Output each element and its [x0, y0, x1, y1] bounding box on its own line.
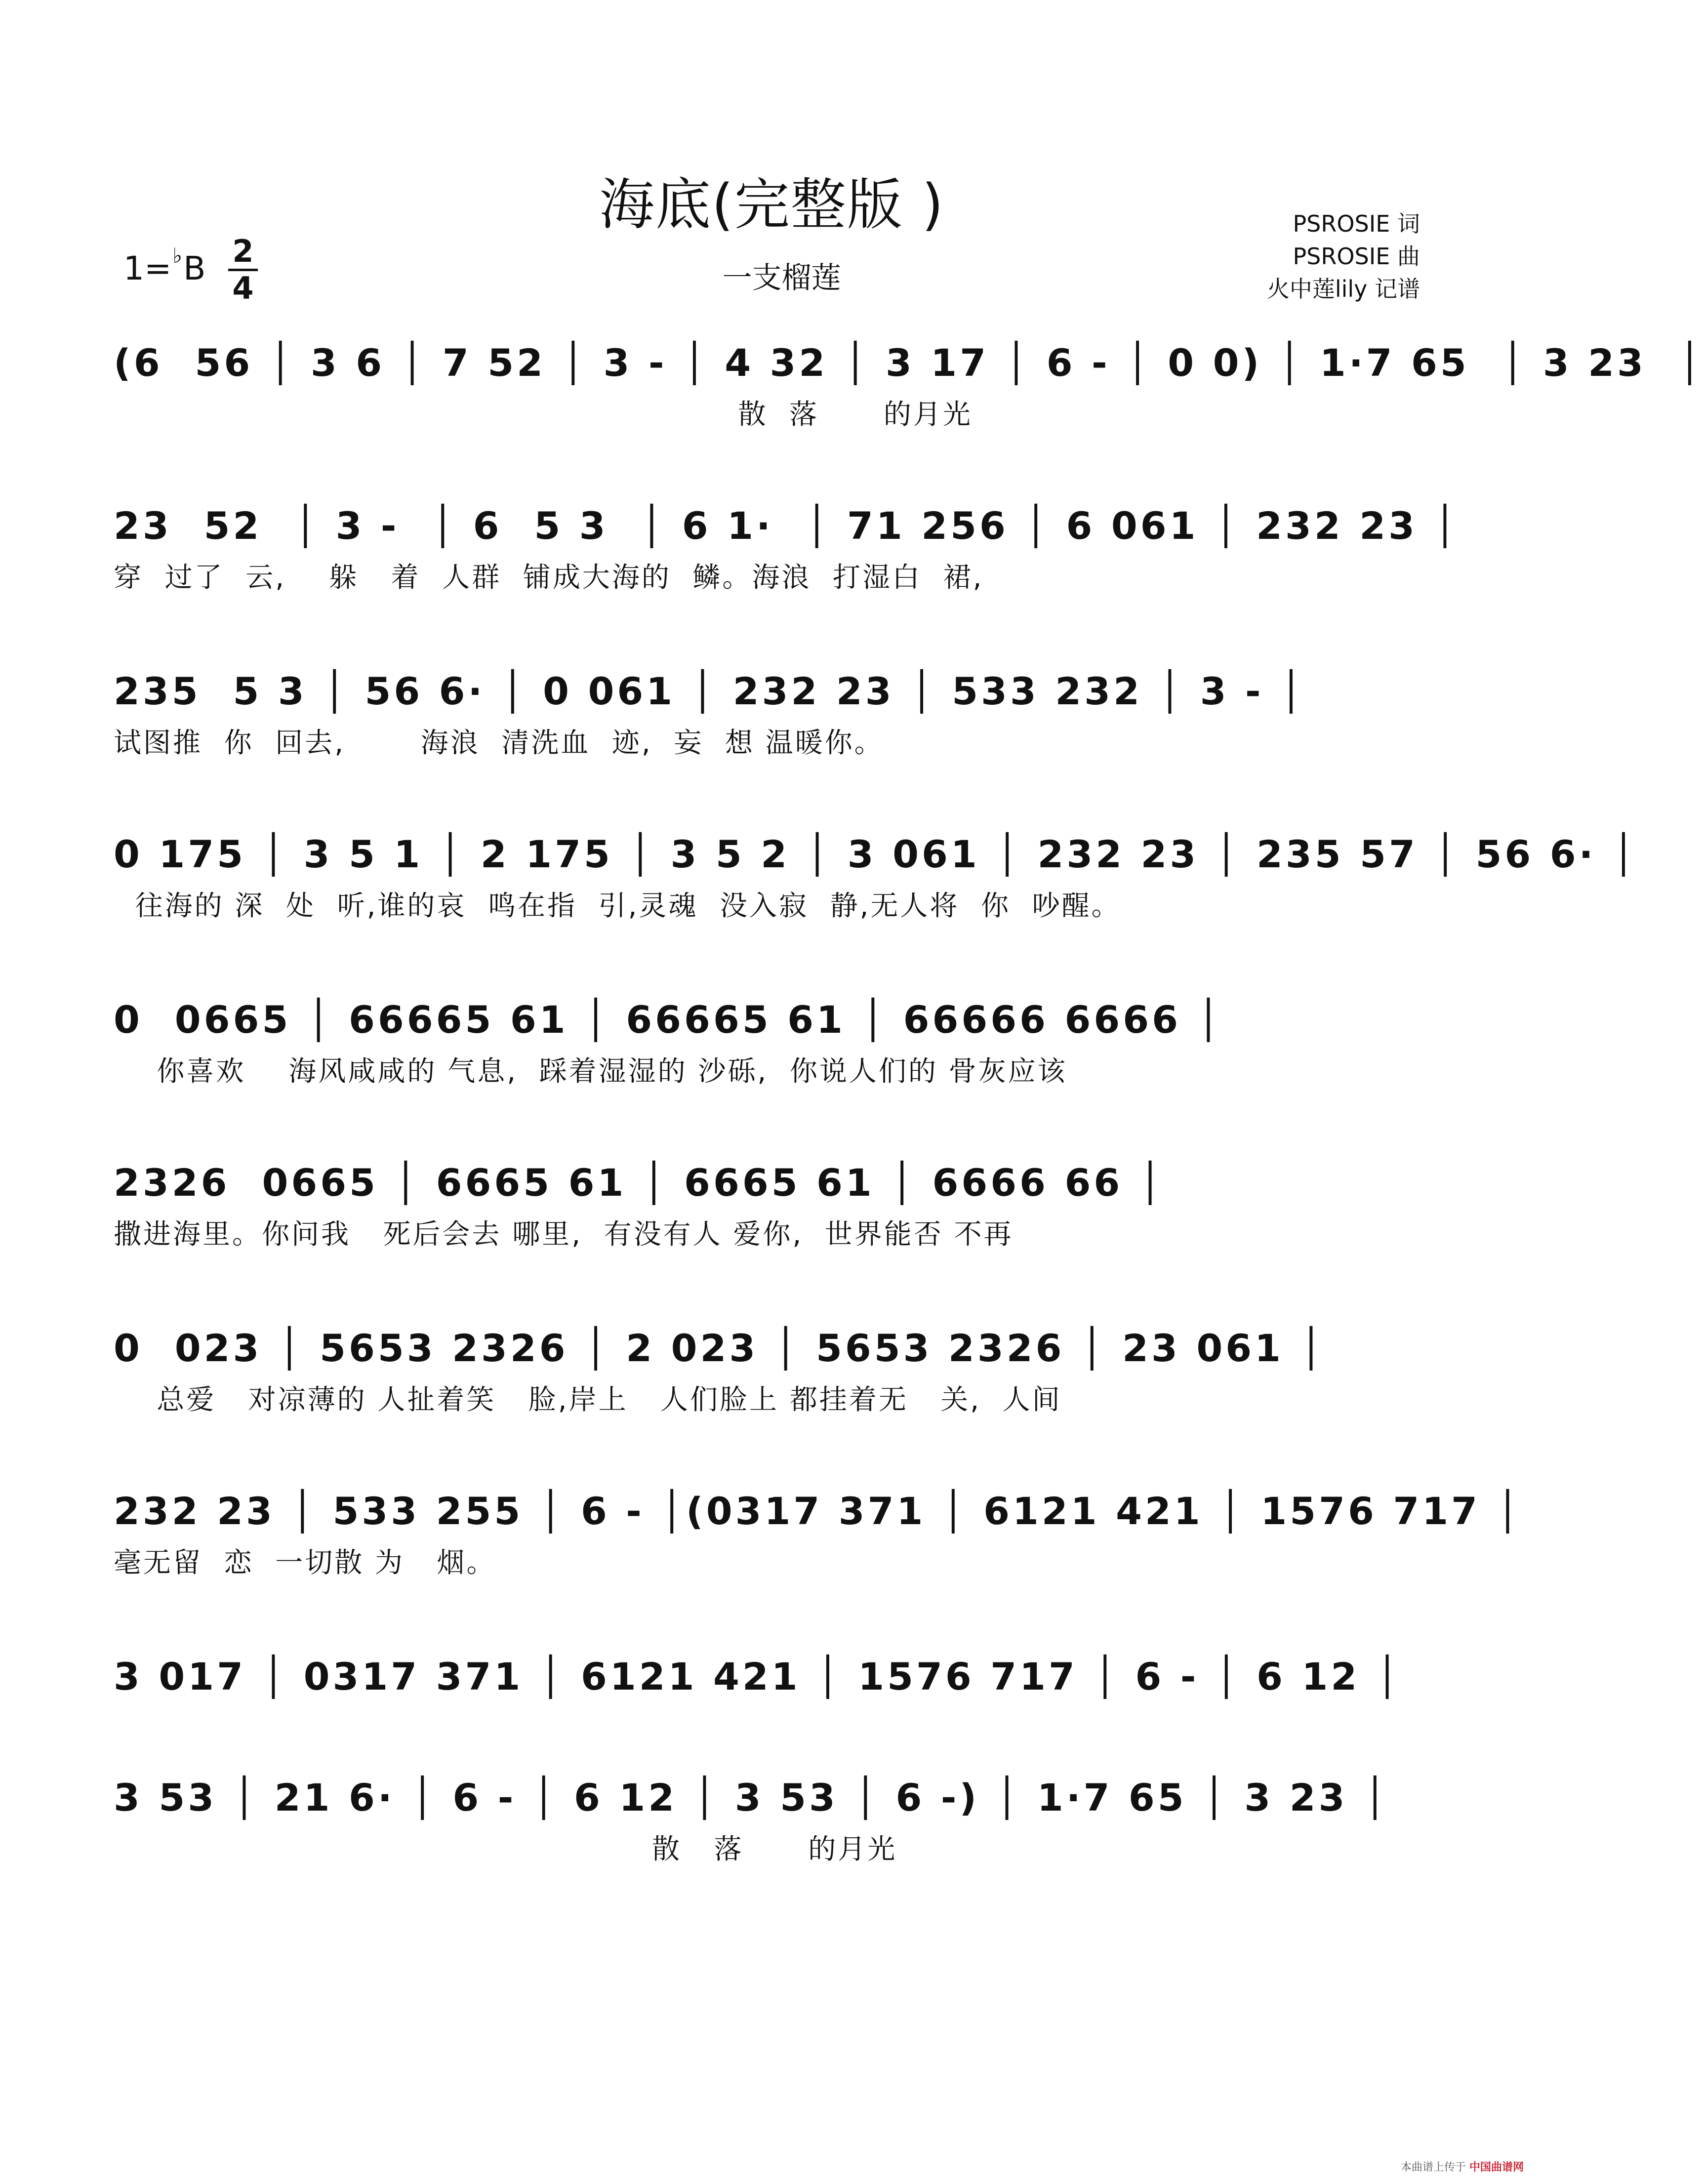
notation-line: 232 23 │ 533 255 │ 6 - │(0317 371 │ 6121 421 │ 1576 717 │	[114, 1489, 1522, 1533]
singer: 一支榴莲	[722, 261, 841, 295]
notation-line: 0 023 │ 5653 2326 │ 2 023 │ 5653 2326 │ 23 061 │	[114, 1326, 1326, 1370]
key-prefix: 1=	[123, 249, 172, 287]
score-line-9	[114, 1650, 1427, 1753]
lyrics-line: 试图推 你 回去, 海浪 清洗血 迹, 妄 想 温暖你。	[114, 727, 884, 759]
composer: PSROSIE 曲	[1293, 243, 1420, 270]
notation-line: 3 017 │ 0317 371 │ 6121 421 │ 1576 717 │ 6 - │ 6 12 │	[114, 1655, 1402, 1699]
lyrics-line: 穿 过了 云, 躲 着 人群 铺成大海的 鳞。海浪 打湿白 裙,	[114, 562, 984, 594]
score-line-1	[114, 336, 1704, 440]
lyrics-line: 毫无留 恋 一切散 为 烟。	[114, 1547, 496, 1579]
lyrics-line: 散 落 的月光	[114, 1833, 897, 1865]
credits	[1267, 207, 1420, 305]
transcriber: 火中莲lily 记谱	[1266, 276, 1420, 302]
flat-sign: ♭	[172, 243, 183, 268]
lyrics-line: 往海的 深 处 听,谁的哀 鸣在指 引,灵魂 没入寂 静,无人将 你 吵醒。	[114, 890, 1121, 922]
notation-line: 0 0665 │ 66665 61 │ 66665 61 │ 66666 6666 │	[114, 998, 1223, 1042]
score-line-6	[114, 1156, 1427, 1259]
notation-line: 2326 0665 │ 6665 61 │ 6665 61 │ 6666 66 │	[114, 1161, 1165, 1205]
notation-line: 3 53 │ 21 6· │ 6 - │ 6 12 │ 3 53 │ 6 -) │ 1·7 65 │ 3 23 │	[114, 1776, 1389, 1820]
notation-line: 235 5 3 │ 56 6· │ 0 061 │ 232 23 │ 533 232 │ 3 - │	[114, 669, 1305, 713]
notation-line: 23 52 │ 3 - │ 6 5 3 │ 6 1· │ 71 256 │ 6 061 │ 232 23 │	[114, 504, 1460, 548]
page-title: 海底(完整版 )	[599, 173, 944, 237]
notation-line: (6 56 │ 3 6 │ 7 52 │ 3 - │ 4 32 │ 3 17 │ 6 - │ 0 0) │ 1·7 65 │ 3 23 │	[114, 341, 1704, 385]
score-line-2	[114, 499, 1460, 603]
notation-line: 0 175 │ 3 5 1 │ 2 175 │ 3 5 2 │ 3 061 │ 232 23 │ 235 57 │ 56 6· │	[114, 832, 1638, 876]
lyricist: PSROSIE 词	[1293, 210, 1420, 237]
lyrics-line: 撒进海里。你问我 死后会去 哪里, 有没有人 爱你, 世界能否 不再	[114, 1218, 1014, 1251]
score-line-3	[114, 664, 1427, 768]
score-line-5	[114, 993, 1427, 1096]
lyrics-line: 总爱 对凉薄的 人扯着笑 脸,岸上 人们脸上 都挂着无 关, 人间	[114, 1384, 1062, 1416]
meter-top: 2	[228, 236, 258, 271]
watermark	[1401, 2159, 1524, 2174]
lyrics-line	[114, 1709, 1427, 1753]
meter-bottom: 4	[232, 270, 254, 306]
watermark-brand: 中国曲谱网	[1469, 2161, 1524, 2174]
watermark-text: 本曲谱上传于	[1400, 2161, 1466, 2174]
lyrics-line: 散 落 的月光	[114, 399, 973, 431]
score-line-4	[114, 827, 1638, 931]
lyrics-line: 你喜欢 海风咸咸的 气息, 踩着湿湿的 沙砾, 你说人们的 骨灰应该	[114, 1055, 1067, 1088]
score-line-8	[114, 1484, 1522, 1588]
score-line-7	[114, 1321, 1427, 1425]
score-line-10	[114, 1771, 1427, 1874]
key-note: B	[183, 249, 206, 287]
